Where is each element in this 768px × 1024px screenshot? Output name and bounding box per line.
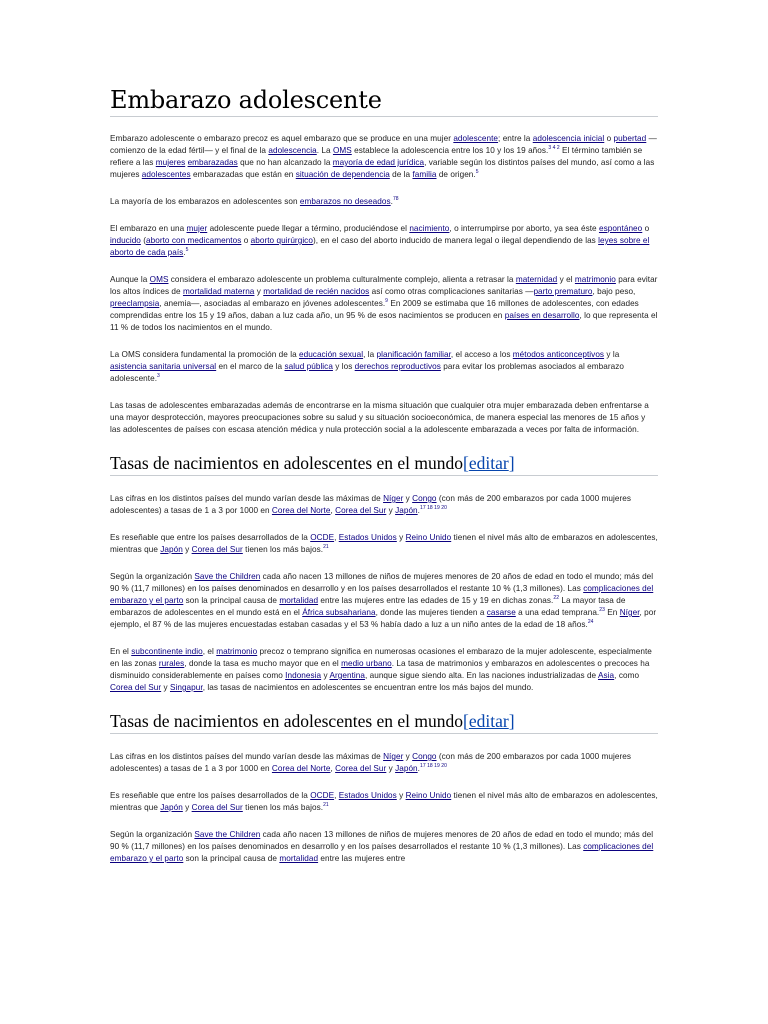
inline-link[interactable]: países en desarrollo: [504, 311, 580, 320]
text-run: ,: [330, 506, 336, 515]
text-run: ), en el caso del aborto inducido de manera legal o ilegal dependiendo de las: [312, 236, 599, 245]
text-run: ; entre la: [498, 134, 533, 143]
text-run: , variable según los distintos países del mundo, así como a las mujeres: [110, 158, 655, 179]
text-run: cada año nacen 13 millones de niños de mujeres menores de 20 años de edad en todo el mundo; más del 90 % (11,7 millones) en los países denominados en desarrollo y en los países desarrollados el restante 10 % (1,3 millones). Las: [110, 572, 654, 593]
section-title: Tasas de nacimientos en adolescentes en el mundo: [110, 711, 464, 731]
section-paragraph-2: [110, 532, 658, 556]
text-run: La OMS considera fundamental la promoción de la: [110, 350, 299, 359]
page-title: Embarazo adolescente: [110, 86, 658, 117]
text-run: de la: [389, 170, 413, 179]
reference-superscript[interactable]: 17 18 19 20: [419, 505, 447, 511]
inline-link[interactable]: salud pública: [284, 362, 333, 371]
text-run: ,: [334, 533, 339, 542]
section-paragraph-1: [110, 493, 658, 517]
section-paragraph-1: [110, 751, 658, 775]
section-paragraph-3: [110, 829, 658, 865]
text-run: son la principal causa de: [183, 854, 280, 863]
inline-link[interactable]: Indonesia: [285, 671, 322, 680]
text-run: precoz o temprano significa en numerosas ocasiones el embarazo de la mujer adolescente, especialmente en las zonas: [110, 647, 652, 668]
text-run: y: [161, 683, 170, 692]
text-run: (con más de 200 embarazos por cada 1000 mujeres adolescentes) a tasas de 1 a 3 por 1000 en: [110, 752, 632, 773]
inline-link[interactable]: OCDE: [310, 791, 335, 800]
reference-superscript[interactable]: 21: [323, 802, 329, 808]
text-run: , o interrumpirse por aborto, ya sea éste: [449, 224, 599, 233]
inline-link[interactable]: complicaciones del embarazo y el parto: [110, 584, 654, 605]
text-run: La mayoría de los embarazos en adolescentes son: [110, 197, 300, 206]
text-run: entre las mujeres entre: [318, 854, 406, 863]
inline-link[interactable]: matrimonio: [216, 647, 258, 656]
inline-link[interactable]: parto prematuro: [533, 287, 593, 296]
edit-bracket-open: [: [463, 711, 469, 731]
text-run: establece la adolescencia entre los 10 y los 19 años.: [351, 146, 549, 155]
text-run: Según la organización: [110, 572, 195, 581]
inline-link[interactable]: Japón: [160, 803, 183, 812]
edit-bracket-close: ]: [508, 711, 515, 731]
inline-link[interactable]: leyes sobre el aborto de cada país: [110, 236, 650, 257]
inline-link[interactable]: Congo: [412, 494, 437, 503]
inline-link[interactable]: familia: [412, 170, 437, 179]
text-run: (con más de 200 embarazos por cada 1000 mujeres adolescentes) a tasas de 1 a 3 por 1000 en: [110, 494, 632, 515]
inline-link[interactable]: mortalidad: [279, 854, 319, 863]
section-paragraph-3: [110, 571, 658, 631]
text-run: para evitar los altos índices de: [110, 275, 658, 296]
reference-superscript[interactable]: 9: [385, 298, 389, 304]
inline-link[interactable]: África subsahariana: [302, 608, 376, 617]
reference-superscript[interactable]: 24: [587, 619, 594, 625]
text-run: El término también se refiere a las: [110, 146, 643, 167]
intro: [110, 133, 658, 436]
text-run: tienen el nivel más alto de embarazos en adolescentes, mientras que: [110, 791, 658, 812]
reference-superscript[interactable]: 5: [185, 247, 189, 253]
intro-paragraph-6: [110, 400, 658, 436]
text-run: de origen.: [436, 170, 476, 179]
text-run: Las cifras en los distintos países del mundo varían desde las máximas de: [110, 752, 384, 761]
text-run: .: [417, 506, 420, 515]
text-run: , bajo peso,: [592, 287, 636, 296]
inline-link[interactable]: Corea del Norte: [271, 506, 331, 515]
text-run: Es reseñable que entre los países desarrollados de la: [110, 791, 311, 800]
inline-link[interactable]: mortalidad materna: [182, 287, 255, 296]
text-run: .: [390, 197, 393, 206]
inline-link[interactable]: adolescentes: [141, 170, 191, 179]
intro-paragraph-4: [110, 274, 658, 334]
reference-superscript[interactable]: 3 4 2: [548, 145, 560, 151]
inline-link[interactable]: derechos reproductivos: [354, 362, 441, 371]
section-paragraph-2: [110, 790, 658, 814]
inline-link[interactable]: subcontinente indio: [131, 647, 203, 656]
text-run: tienen el nivel más alto de embarazos en adolescentes, mientras que: [110, 533, 658, 554]
inline-link[interactable]: Níger: [383, 494, 404, 503]
text-run: En el: [110, 647, 132, 656]
section-heading: [110, 453, 658, 476]
reference-superscript[interactable]: 23: [599, 607, 605, 613]
text-run: , el: [202, 647, 217, 656]
text-run: son la principal causa de: [183, 596, 280, 605]
inline-link[interactable]: Corea del Sur: [191, 803, 243, 812]
text-run: a una edad temprana.: [515, 608, 600, 617]
inline-link[interactable]: complicaciones del embarazo y el parto: [110, 842, 654, 863]
text-run: o: [604, 134, 614, 143]
inline-link[interactable]: rurales: [158, 659, 185, 668]
inline-link[interactable]: mujer: [186, 224, 208, 233]
inline-link[interactable]: OMS: [332, 146, 352, 155]
text-run: entre las mujeres entre las edades de 15 y 19 en dichas zonas.: [318, 596, 554, 605]
text-run: ,: [330, 764, 336, 773]
text-run: tienen los más bajos.: [242, 803, 324, 812]
text-run: , donde la tasa es mucho mayor que en el: [184, 659, 342, 668]
inline-link[interactable]: métodos anticonceptivos: [512, 350, 605, 359]
intro-paragraph-1: [110, 133, 658, 181]
text-run: cada año nacen 13 millones de niños de mujeres menores de 20 años de edad en todo el mundo; más del 90 % (11,7 millones) en los países denominados en desarrollo y en los países desarrollados el restante 10 % (1,3 millones). Las: [110, 830, 654, 851]
inline-link[interactable]: Save the Children: [194, 572, 261, 581]
text-run: El embarazo en una: [110, 224, 187, 233]
text-run: , anemia—, asociadas al embarazo en jóvenes adolescentes.: [159, 299, 386, 308]
text-run: para evitar los problemas asociados al embarazo adolescente.: [110, 362, 624, 383]
inline-link[interactable]: Corea del Sur: [335, 764, 387, 773]
text-run: La mayor tasa de embarazos de adolescentes en el mundo está en el: [110, 596, 626, 617]
text-run: En: [604, 608, 620, 617]
inline-link[interactable]: Corea del Sur: [110, 683, 162, 692]
text-run: , donde las mujeres tienden a: [375, 608, 487, 617]
text-run: , el acceso a los: [450, 350, 513, 359]
inline-link[interactable]: OCDE: [310, 533, 335, 542]
inline-link[interactable]: Corea del Sur: [335, 506, 387, 515]
inline-link[interactable]: aborto con medicamentos: [146, 236, 242, 245]
text-run: Según la organización: [110, 830, 195, 839]
section-title: Tasas de nacimientos en adolescentes en el mundo: [110, 453, 464, 473]
inline-link[interactable]: Estados Unidos: [338, 791, 397, 800]
inline-link[interactable]: embarazadas: [187, 158, 238, 167]
text-run: en el marco de la: [216, 362, 285, 371]
edit-link[interactable]: editar: [468, 453, 509, 473]
text-run: , aunque sigue siendo alta. En las naciones industrializadas de: [364, 671, 599, 680]
text-run: embarazadas que están en: [190, 170, 296, 179]
reference-superscript[interactable]: 21: [323, 544, 329, 550]
text-run: , las tasas de nacimientos en adolescentes se encuentran entre los más bajos del mundo.: [202, 683, 534, 692]
text-run: .: [183, 248, 186, 257]
inline-link[interactable]: inducido: [110, 236, 141, 245]
text-run: Aunque la: [110, 275, 150, 284]
text-run: Las cifras en los distintos países del mundo varían desde las máximas de: [110, 494, 384, 503]
intro-paragraph-5: [110, 349, 658, 385]
inline-link[interactable]: Reino Unido: [405, 791, 452, 800]
inline-link[interactable]: adolescencia inicial: [532, 134, 605, 143]
text-run: y: [403, 494, 413, 503]
inline-link[interactable]: Corea del Sur: [191, 545, 243, 554]
edit-bracket-open: [: [463, 453, 469, 473]
inline-link[interactable]: planificación familiar: [376, 350, 451, 359]
edit-bracket-close: ]: [508, 453, 515, 473]
edit-link[interactable]: editar: [468, 711, 509, 731]
text-run: , la: [363, 350, 377, 359]
section-heading-repeat: [110, 711, 658, 734]
reference-superscript[interactable]: 5: [475, 169, 479, 175]
reference-superscript[interactable]: 22: [553, 595, 560, 601]
text-run: y: [396, 791, 406, 800]
inline-link[interactable]: Japón: [395, 764, 418, 773]
text-run: y: [254, 287, 264, 296]
inline-link[interactable]: matrimonio: [574, 275, 616, 284]
inline-link[interactable]: nacimiento: [409, 224, 450, 233]
inline-link[interactable]: adolescencia: [268, 146, 317, 155]
text-run: considera el embarazo adolescente un problema culturalmente complejo, alienta a retrasar la: [168, 275, 516, 284]
reference-superscript[interactable]: 78: [392, 196, 399, 202]
inline-link[interactable]: maternidad: [515, 275, 558, 284]
intro-paragraph-3: [110, 223, 658, 259]
reference-superscript[interactable]: 17 18 19 20: [419, 763, 447, 769]
text-run: que no han alcanzado la: [237, 158, 333, 167]
inline-link[interactable]: Estados Unidos: [338, 533, 397, 542]
inline-link[interactable]: Asia: [598, 671, 615, 680]
section-body-repeat: [110, 751, 658, 865]
text-run: o: [642, 224, 650, 233]
inline-link[interactable]: aborto quirúrgico: [250, 236, 313, 245]
text-run: , como: [614, 671, 640, 680]
inline-link[interactable]: adolescente: [453, 134, 499, 143]
inline-link[interactable]: espontáneo: [598, 224, 643, 233]
inline-link[interactable]: medio urbano: [341, 659, 392, 668]
inline-link[interactable]: preeclampsia: [110, 299, 160, 308]
inline-link[interactable]: Reino Unido: [405, 533, 452, 542]
inline-link[interactable]: casarse: [486, 608, 516, 617]
inline-link[interactable]: Níger: [383, 752, 404, 761]
text-run: y: [386, 764, 396, 773]
inline-link[interactable]: Argentina: [329, 671, 365, 680]
text-run: . La: [316, 146, 333, 155]
inline-link[interactable]: mujeres: [155, 158, 186, 167]
text-run: así como otras complicaciones sanitarias —: [369, 287, 534, 296]
text-run: , por ejemplo, el 87 % de las mujeres encuestadas estaban casadas y el 53 % había dado a luz a un niño antes de la edad de 18 años.: [110, 608, 657, 629]
text-run: En 2009 se estimaba que 16 millones de adolescentes, con edades comprendidas entre los 15 y 19 años, daban a luz cada año, un 95 % de esos nacimientos se producen en: [110, 299, 639, 320]
inline-link[interactable]: situación de dependencia: [295, 170, 390, 179]
text-run: y: [182, 545, 192, 554]
text-run: y: [386, 506, 396, 515]
inline-link[interactable]: OMS: [149, 275, 169, 284]
text-run: ,: [334, 791, 339, 800]
inline-link[interactable]: Save the Children: [194, 830, 261, 839]
inline-link[interactable]: educación sexual: [299, 350, 364, 359]
text-run: y el: [557, 275, 575, 284]
text-run: . La tasa de matrimonios y embarazos en adolescentes o precoces ha disminuido considerablemente en países como: [110, 659, 650, 680]
inline-link[interactable]: Japón: [160, 545, 183, 554]
article: [110, 0, 658, 865]
text-run: y: [396, 533, 406, 542]
inline-link[interactable]: Singapur: [169, 683, 203, 692]
section-paragraph-4: [110, 646, 658, 694]
text-run: y los: [332, 362, 355, 371]
inline-link[interactable]: pubertad: [613, 134, 647, 143]
text-run: o: [241, 236, 251, 245]
text-run: Las tasas de adolescentes embarazadas además de encontrarse en la misma situación que cualquier otra mujer embarazada deben enfrentarse a una mayor desprotección, mayores preocupaciones sobre su salud y su situación socioeconómica, de manera especial las menores de 15 años y las adolescentes de países con escasa atención médica y nula protección social a la adolescente embarazada a veces por falta de información.: [110, 401, 649, 434]
text-run: Es reseñable que entre los países desarrollados de la: [110, 533, 311, 542]
text-run: y: [403, 752, 413, 761]
text-run: y: [321, 671, 330, 680]
text-run: , lo que representa el 11 % de todos los nacimientos en el mundo.: [110, 311, 658, 332]
inline-link[interactable]: embarazos no deseados: [299, 197, 391, 206]
text-run: .: [417, 764, 420, 773]
text-run: Embarazo adolescente o embarazo precoz es aquel embarazo que se produce en una mujer: [110, 134, 454, 143]
text-run: y la: [604, 350, 620, 359]
inline-link[interactable]: Níger: [619, 608, 640, 617]
section-body: [110, 493, 658, 694]
inline-link[interactable]: asistencia sanitaria universal: [110, 362, 217, 371]
inline-link[interactable]: Corea del Norte: [271, 764, 331, 773]
text-run: y: [182, 803, 192, 812]
text-run: adolescente puede llegar a término, produciéndose el: [207, 224, 410, 233]
inline-link[interactable]: mayoría de edad jurídica: [332, 158, 425, 167]
inline-link[interactable]: Congo: [412, 752, 437, 761]
intro-paragraph-2: [110, 196, 658, 208]
inline-link[interactable]: mortalidad: [279, 596, 319, 605]
text-run: tienen los más bajos.: [242, 545, 324, 554]
text-run: —comienzo de la edad fértil— y el final de la: [110, 134, 657, 155]
text-run: (: [140, 236, 147, 245]
inline-link[interactable]: Japón: [395, 506, 418, 515]
reference-superscript[interactable]: 3: [157, 373, 160, 379]
inline-link[interactable]: mortalidad de recién nacidos: [263, 287, 370, 296]
